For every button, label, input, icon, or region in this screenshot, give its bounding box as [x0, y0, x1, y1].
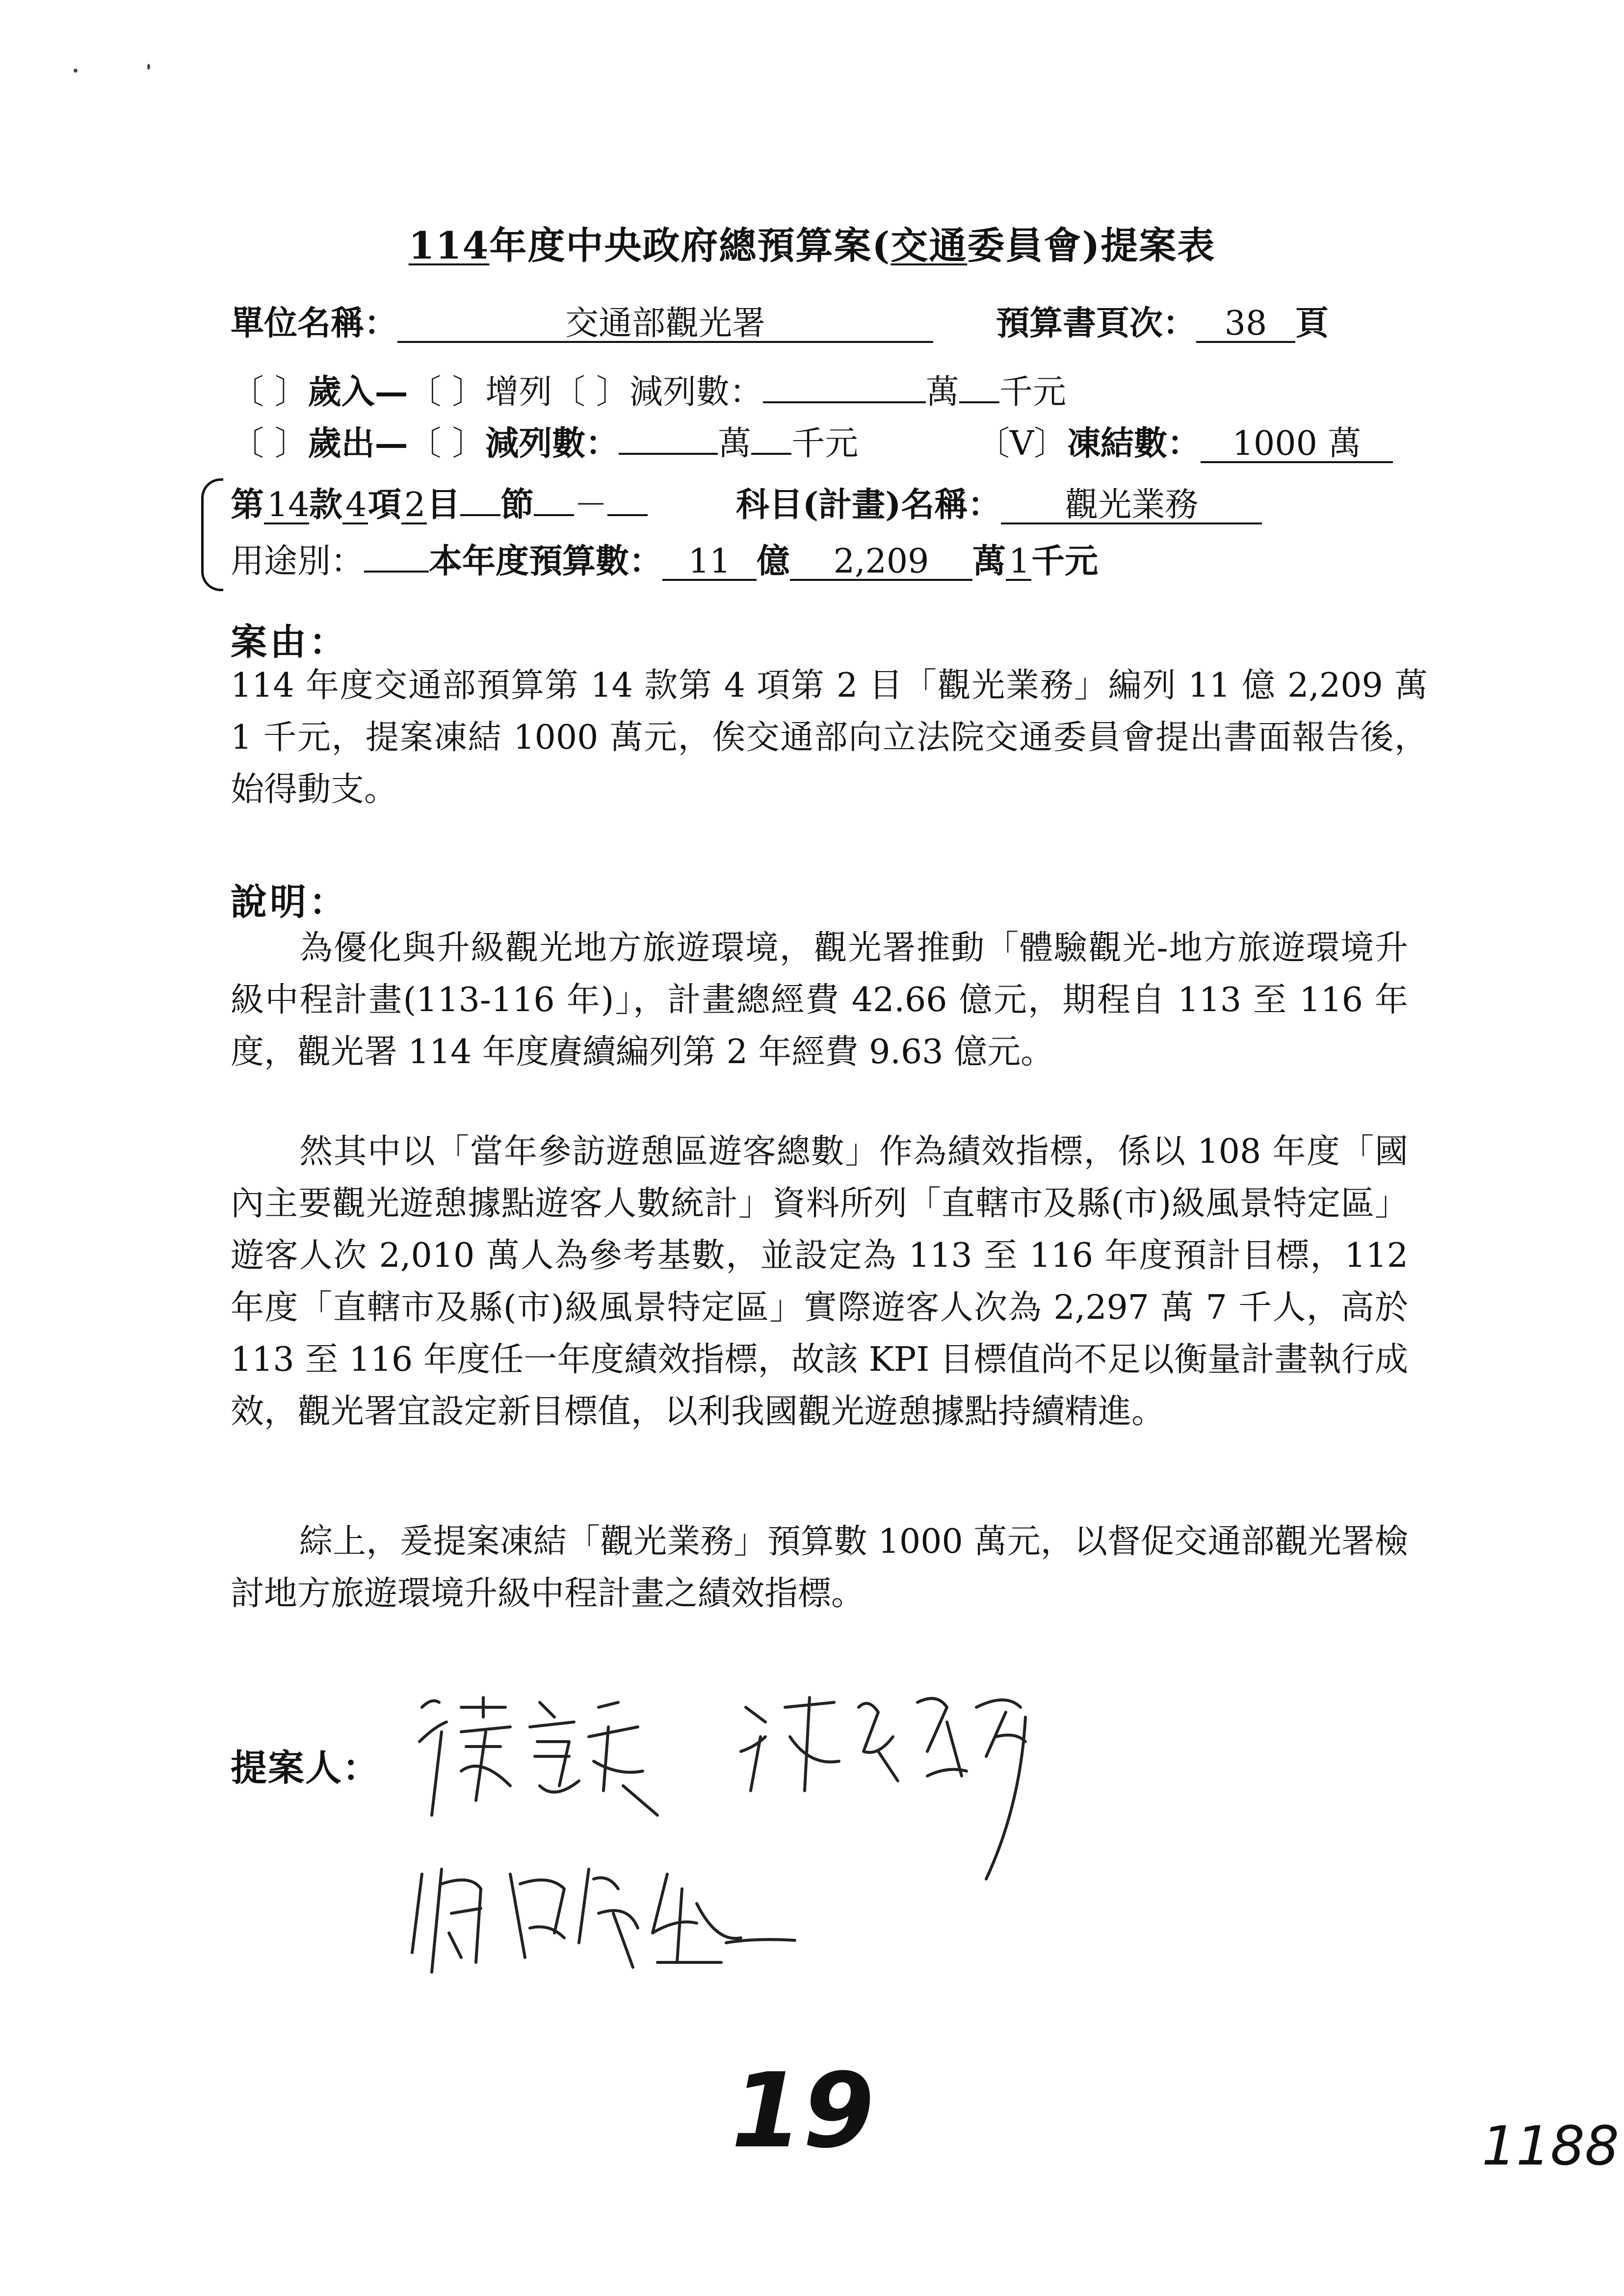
jie-blank [534, 514, 574, 516]
budget-page-value: 38 [1196, 306, 1295, 343]
mu-label: 目 [427, 485, 461, 524]
revenue-add-label: 增列 [485, 373, 552, 412]
subject-line [736, 478, 1262, 526]
blank-before-jie [460, 514, 500, 516]
form-title [0, 216, 1624, 269]
budget-yi-value: 11 [662, 544, 757, 581]
signature-1-image [412, 1688, 677, 1835]
usage-blank [364, 571, 429, 573]
reason-text: 114 年度交通部預算第 14 款第 4 項第 2 目「觀光業務」編列 11 億 2,209 萬 1 千元，提案凍結 1000 萬元，俟交通部向立法院交通委員會提出書面報告後，始得動支。 [231, 666, 1428, 809]
explanation-paragraph-3: 綜上，爰提案凍結「觀光業務」預算數 1000 萬元，以督促交通部觀光署檢討地方旅遊環境升級中程計畫之績效指標。 [231, 1522, 1408, 1613]
explanation-paragraph-1: 為優化與升級觀光地方旅遊環境，觀光署推動「體驗觀光-地方旅遊環境升級中程計畫(113-116 年)」，計畫總經費 42.66 億元，期程自 113 至 116 年度，觀光署 114 年度賡續編列第 2 年經費 9.63 億元。 [231, 929, 1408, 1071]
title-part2: 委員會)提案表 [967, 224, 1216, 267]
expenditure-reduce-checkbox: 〔 〕 [408, 424, 486, 463]
classification-bracket [201, 478, 223, 591]
expenditure-line [231, 417, 858, 465]
subject-label: 科目(計畫)名稱： [736, 485, 1001, 524]
jie-label: 節 [500, 485, 534, 524]
jie-dash: － [574, 486, 608, 524]
unit-value: 交通部觀光署 [397, 306, 933, 343]
expenditure-reduce-label: 減列數： [485, 424, 619, 463]
scan-speck [147, 64, 150, 70]
unit-line [231, 297, 933, 344]
kuan-value: 14 [264, 488, 309, 524]
budget-amount-label: 本年度預算數： [429, 542, 663, 581]
reason-heading: 案由： [231, 621, 348, 663]
budget-page-label: 預算書頁次： [996, 304, 1197, 343]
revenue-add-checkbox: 〔 〕 [408, 373, 486, 412]
unit-label: 單位名稱： [231, 304, 398, 343]
handwritten-page-number: 19 [731, 2051, 875, 2171]
budget-page-line [996, 297, 1329, 344]
corner-number: 1188 [1482, 2114, 1619, 2177]
budget-page-unit: 頁 [1295, 304, 1329, 343]
budget-wan-value: 2,209 [790, 544, 972, 581]
di-label: 第 [231, 485, 264, 524]
budget-yi-unit: 億 [757, 542, 790, 581]
expenditure-qian-blank [751, 453, 791, 455]
revenue-reduce-checkbox: 〔 〕 [552, 373, 629, 412]
expenditure-label: 歲出— [308, 424, 408, 463]
title-part1: 年度中央政府總預算案( [489, 224, 891, 267]
xiang-value: 4 [342, 488, 368, 524]
revenue-label: 歲入— [308, 372, 408, 412]
revenue-qian-blank [959, 401, 999, 403]
revenue-wan-blank [763, 401, 926, 403]
budget-wan-unit: 萬 [972, 542, 1006, 581]
freeze-value: 1000 萬 [1201, 426, 1393, 463]
jie-blank-2 [607, 514, 648, 516]
freeze-line [976, 417, 1393, 465]
budget-qian-unit: 千元 [1031, 542, 1099, 581]
usage-line [231, 535, 1098, 582]
mu-value: 2 [401, 488, 427, 524]
subject-value: 觀光業務 [1001, 488, 1262, 524]
revenue-reduce-label: 減列數： [629, 373, 763, 412]
expenditure-qian-unit: 千元 [791, 424, 859, 463]
classification-line [231, 478, 648, 526]
revenue-qian-unit: 千元 [999, 373, 1066, 412]
title-committee: 交通 [891, 224, 968, 267]
expenditure-checkbox: 〔 〕 [231, 424, 308, 463]
proposer-label: 提案人： [231, 1747, 380, 1789]
freeze-checkbox: 〔V〕 [976, 424, 1068, 463]
explanation-heading: 說明： [231, 881, 348, 923]
title-year: 114 [408, 224, 490, 267]
revenue-line [231, 365, 1066, 413]
explanation-paragraph-2: 然其中以「當年參訪遊憩區遊客總數」作為績效指標，係以 108 年度「國內主要觀光遊憩據點遊客人數統計」資料所列「直轄市及縣(市)級風景特定區」遊客人次 2,010 萬人為參考基數，並設定為 113 至 116 年度預計目標，112 年度「直轄市及縣(市)級風景特定區」實際遊客人次為 2,297 萬 7 千人，高於 113 至 116 年度任一年度績效指標，故該 KPI 目標值尚不足以衡量計畫執行成效，觀光署宜設定新目標值，以利我國觀光遊憩據點持續精進。 [231, 1132, 1408, 1431]
budget-qian-value: 1 [1006, 544, 1031, 581]
xiang-label: 項 [368, 485, 402, 524]
expenditure-wan-unit: 萬 [718, 424, 752, 463]
revenue-checkbox: 〔 〕 [231, 373, 308, 412]
kuan-label: 款 [309, 485, 343, 524]
revenue-wan-unit: 萬 [925, 373, 959, 412]
scan-speck [74, 69, 78, 73]
expenditure-wan-blank [619, 453, 718, 455]
usage-label: 用途別： [231, 542, 365, 581]
freeze-label: 凍結數： [1067, 424, 1201, 463]
signature-3-image [402, 1845, 834, 1992]
